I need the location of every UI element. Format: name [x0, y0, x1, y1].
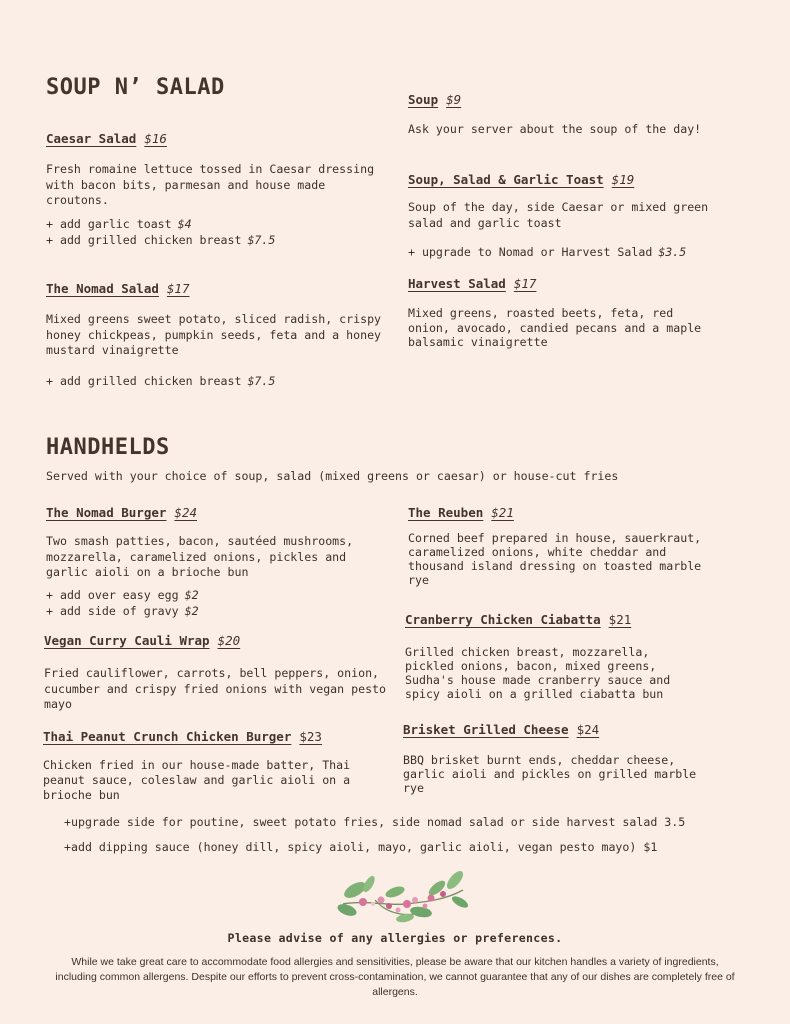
item-price: $16 [144, 131, 167, 146]
nomad-burger-title [46, 505, 197, 520]
dipping-sauce-note: +add dipping sauce (honey dill, spicy aioli, mayo, garlic aioli, vegan pesto mayo) $1 [64, 840, 658, 854]
reuben-description: Corned beef prepared in house, sauerkraut, caramelized onions, white cheddar and thousand island dressing on toasted marble rye [408, 531, 702, 587]
ciabatta-title [405, 612, 631, 627]
addon-price: $2 [184, 604, 199, 618]
addon-price: $3.5 [658, 245, 687, 259]
harvest-salad-description: Mixed greens, roasted beets, feta, red onion, avocado, candied pecans and a maple balsamic vinaigrette [408, 306, 702, 349]
item-name: Soup [408, 92, 439, 107]
addon-label: + add grilled chicken breast [46, 233, 242, 247]
item-name: The Nomad Salad [46, 281, 159, 296]
addon-price: $7.5 [247, 233, 276, 247]
upgrade-side-note: +upgrade side for poutine, sweet potato fries, side nomad salad or side harvest salad 3.5 [64, 815, 686, 829]
floral-sprig-icon [335, 860, 470, 928]
soup-salad-toast-title [408, 172, 634, 187]
item-name: Caesar Salad [46, 131, 137, 146]
reuben-title [408, 505, 514, 520]
addon-label: + add over easy egg [46, 588, 179, 602]
section-title-soup-salad: SOUP N’ SALAD [46, 75, 225, 100]
vegan-wrap-title [44, 633, 240, 648]
item-name: The Nomad Burger [46, 505, 167, 520]
item-name: Thai Peanut Crunch Chicken Burger [43, 729, 292, 744]
item-price: $9 [446, 92, 462, 107]
item-price: $24 [174, 505, 197, 520]
thai-burger-description: Chicken fried in our house-made batter, Thai peanut sauce, coleslaw and garlic aioli on a brioche bun [43, 758, 351, 802]
item-price: $17 [513, 276, 537, 291]
caesar-salad-title [46, 131, 167, 146]
soup-description: Ask your server about the soup of the day! [408, 122, 702, 136]
addon-line [46, 587, 199, 603]
ciabatta-description: Grilled chicken breast, mozzarella, pickled onions, bacon, mixed greens, Sudha's house made cranberry sauce and spicy aioli on a grilled ciabatta bun [405, 645, 671, 701]
item-name: Vegan Curry Cauli Wrap [44, 633, 210, 648]
addon-label: + upgrade to Nomad or Harvest Salad [408, 245, 653, 259]
brisket-title [403, 722, 599, 737]
addon-price: $4 [177, 217, 192, 231]
handhelds-subtitle: Served with your choice of soup, salad (mixed greens or caesar) or house-cut fries [46, 469, 619, 483]
allergy-heading: Please advise of any allergies or preferences. [227, 931, 563, 945]
item-price: $24 [576, 722, 600, 737]
addon-price: $2 [184, 588, 199, 602]
vegan-wrap-description: Fried cauliflower, carrots, bell peppers, onion, cucumber and crispy fried onions with vegan pesto mayo [44, 666, 387, 711]
nomad-salad-description: Mixed greens sweet potato, sliced radish, crispy honey chickpeas, pumpkin seeds, feta and a honey mustard vinaigrette [46, 312, 382, 357]
item-price: $19 [611, 172, 635, 187]
addon-line [46, 373, 275, 389]
addon-line [46, 216, 192, 232]
item-price: $21 [608, 612, 632, 627]
allergen-disclaimer: While we take great care to accommodate food allergies and sensitivities, please be aware that our kitchen handles a variety of ingredients, including common allergens. Despite our efforts to prevent cross-contamination, we cannot guarantee that any of our dishes are completely free of allergens. [55, 956, 735, 998]
item-name: Cranberry Chicken Ciabatta [405, 612, 601, 627]
addon-label: + add grilled chicken breast [46, 374, 242, 388]
item-name: The Reuben [408, 505, 484, 520]
section-title-handhelds: HANDHELDS [46, 435, 170, 460]
item-name: Harvest Salad [408, 276, 506, 291]
harvest-salad-title [408, 276, 536, 291]
addon-line [46, 603, 199, 619]
addon-line [408, 244, 686, 260]
soup-salad-toast-description: Soup of the day, side Caesar or mixed green salad and garlic toast [408, 200, 709, 230]
addon-label: + add garlic toast [46, 217, 172, 231]
item-name: Soup, Salad & Garlic Toast [408, 172, 604, 187]
brisket-description: BBQ brisket burnt ends, cheddar cheese, garlic aioli and pickles on grilled marble rye [403, 753, 697, 795]
nomad-salad-title [46, 281, 189, 296]
caesar-salad-description: Fresh romaine lettuce tossed in Caesar dressing with bacon bits, parmesan and house made croutons. [46, 162, 375, 207]
addon-price: $7.5 [247, 374, 276, 388]
soup-title [408, 92, 461, 107]
addon-label: + add side of gravy [46, 604, 179, 618]
item-price: $21 [491, 505, 514, 520]
nomad-burger-description: Two smash patties, bacon, sautéed mushrooms, mozzarella, caramelized onions, pickles and garlic aioli on a brioche bun [46, 534, 354, 579]
item-name: Brisket Grilled Cheese [403, 722, 569, 737]
item-price: $17 [166, 281, 190, 296]
item-price: $23 [299, 729, 322, 744]
item-price: $20 [217, 633, 241, 648]
thai-burger-title [43, 729, 322, 744]
addon-line [46, 232, 275, 248]
